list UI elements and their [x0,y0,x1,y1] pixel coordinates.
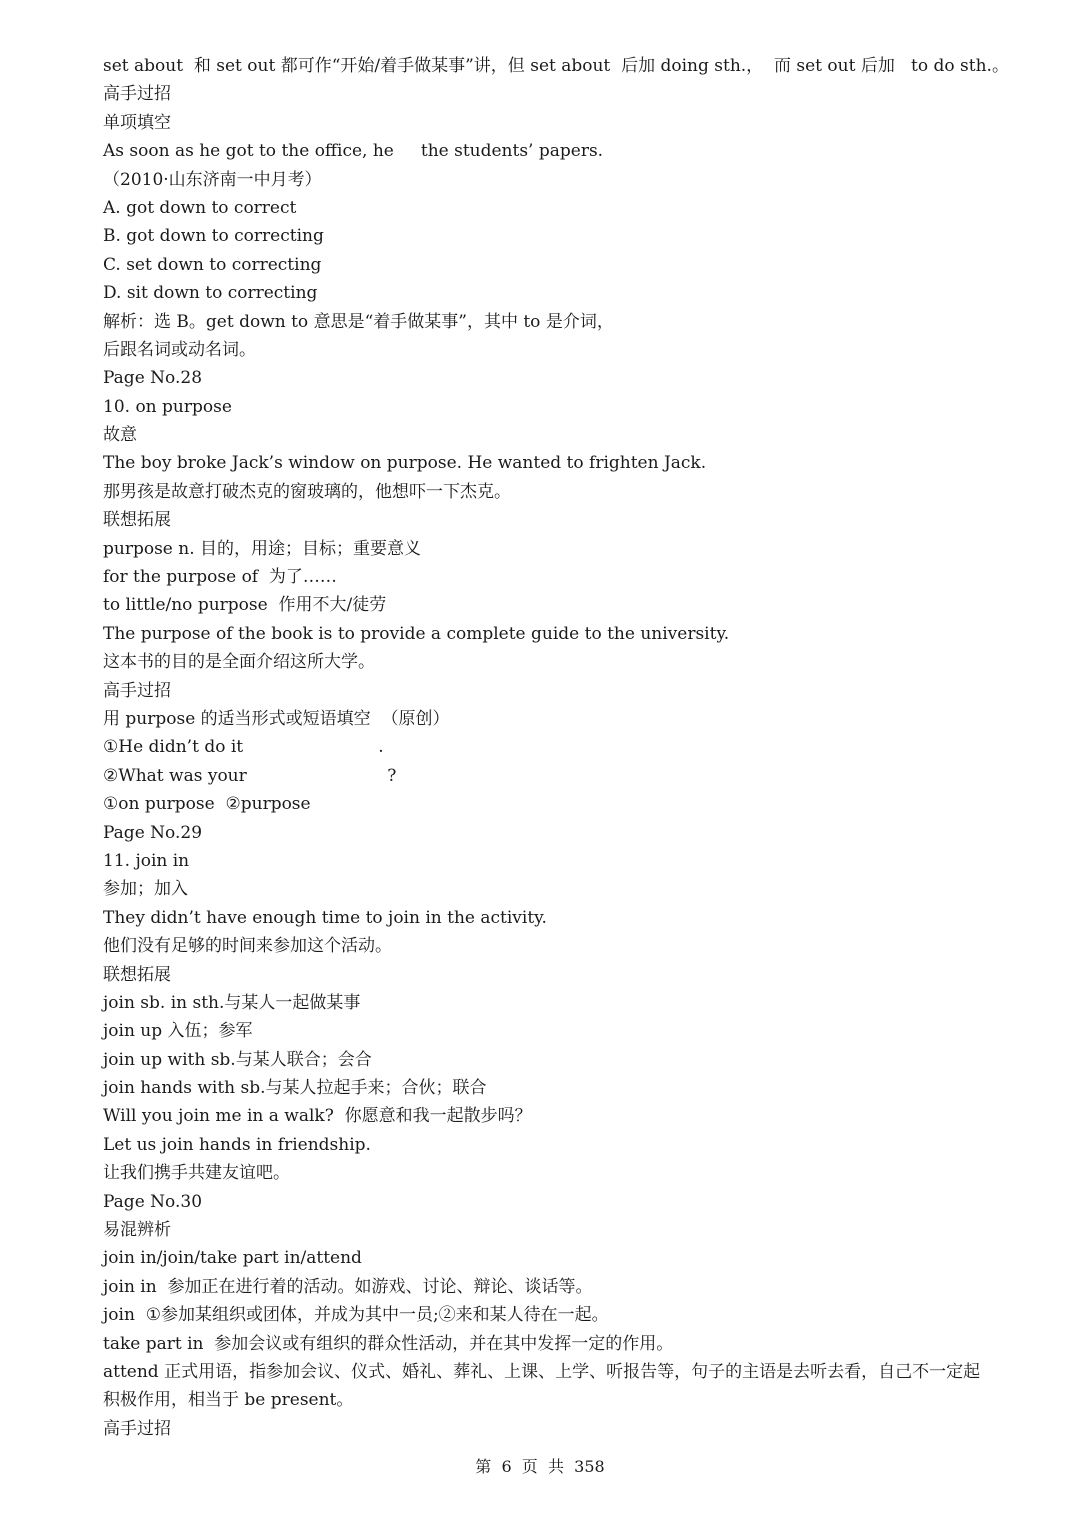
text-line: 联想拓展 [103,964,171,985]
text-line: 10. on purpose [103,396,232,417]
text-line: join up with sb.与某人联合；会合 [103,1049,372,1070]
text-line: Page No.30 [103,1191,203,1212]
text-line: Let us join hands in friendship. [103,1134,371,1155]
text-line: D. sit down to correcting [103,283,318,304]
text-line: B. got down to correcting [103,226,324,247]
text-line: join hands with sb.与某人拉起手来；合伙；联合 [103,1078,487,1099]
text-line: to little/no purpose 作用不大/徒劳 [103,595,387,616]
page-footer: 第 6 页 共 358 [475,1457,605,1476]
text-line: join up 入伍；参军 [103,1021,253,1042]
text-line: The purpose of the book is to provide a complete guide to the university. [103,623,730,644]
text-line: join in/join/take part in/attend [103,1248,362,1269]
text-line: C. set down to correcting [103,254,322,275]
text-line: 那男孩是故意打破杰克的窗玻璃的，他想吓一下杰克。 [103,481,511,502]
text-line: 联想拓展 [103,510,171,531]
text-line: 高手过招 [103,84,171,105]
text-line: 解析：选 B。get down to 意思是“着手做某事”，其中 to 是介词， [103,311,614,332]
text-line: join ①参加某组织或团体，并成为其中一员;②来和某人待在一起。 [103,1305,609,1326]
text-line: 让我们携手共建友谊吧。 [103,1163,290,1184]
text-line: Page No.29 [103,822,203,843]
text-line: 用 purpose 的适当形式或短语填空 （原创） [103,708,450,729]
text-line: 易混辨析 [103,1220,171,1241]
text-line: The boy broke Jack’s window on purpose. He wanted to frighten Jack. [103,453,707,474]
text-line: 高手过招 [103,680,171,701]
text-line: 这本书的目的是全面介绍这所大学。 [103,652,375,673]
text-line: ①on purpose ②purpose [103,794,311,815]
text-line: set about 和 set out 都可作“开始/着手做某事”讲，但 set about 后加 doing sth.， 而 set out 后加 to do sth.。 [103,56,1009,76]
text-line: A. got down to correct [103,197,297,218]
text-line: 11. join in [103,850,190,871]
text-line: purpose n. 目的，用途；目标；重要意义 [103,538,422,559]
text-line: ①He didn’t do it . [103,737,384,758]
text-line: attend 正式用语，指参加会议、仪式、婚礼、葬礼、上课、上学、听报告等，句子的主语是去听去看，自己不一定起积极作用，相当于 be present。 [103,1361,981,1411]
text-line: join in 参加正在进行着的活动。如游戏、讨论、辩论、谈话等。 [103,1276,593,1297]
text-line: for the purpose of 为了…… [103,567,337,588]
text-line: take part in 参加会议或有组织的群众性活动，并在其中发挥一定的作用。 [103,1333,674,1354]
text-line: 单项填空 [103,112,171,133]
text-line: ②What was your ? [103,765,397,786]
text-line: They didn’t have enough time to join in the activity. [103,907,547,928]
text-line: （2010·山东济南一中月考） [103,169,322,190]
text-line: Page No.28 [103,368,203,389]
text-line: Will you join me in a walk? 你愿意和我一起散步吗？ [103,1106,532,1127]
document-body [103,52,1009,1443]
text-line: As soon as he got to the office, he the students’ papers. [103,141,604,162]
text-line: 参加；加入 [103,879,188,900]
text-line: 他们没有足够的时间来参加这个活动。 [103,936,392,957]
text-line: 故意 [103,425,137,446]
text-line: 后跟名词或动名词。 [103,339,256,360]
text-line: join sb. in sth.与某人一起做某事 [103,992,361,1013]
text-line: 高手过招 [103,1418,171,1439]
